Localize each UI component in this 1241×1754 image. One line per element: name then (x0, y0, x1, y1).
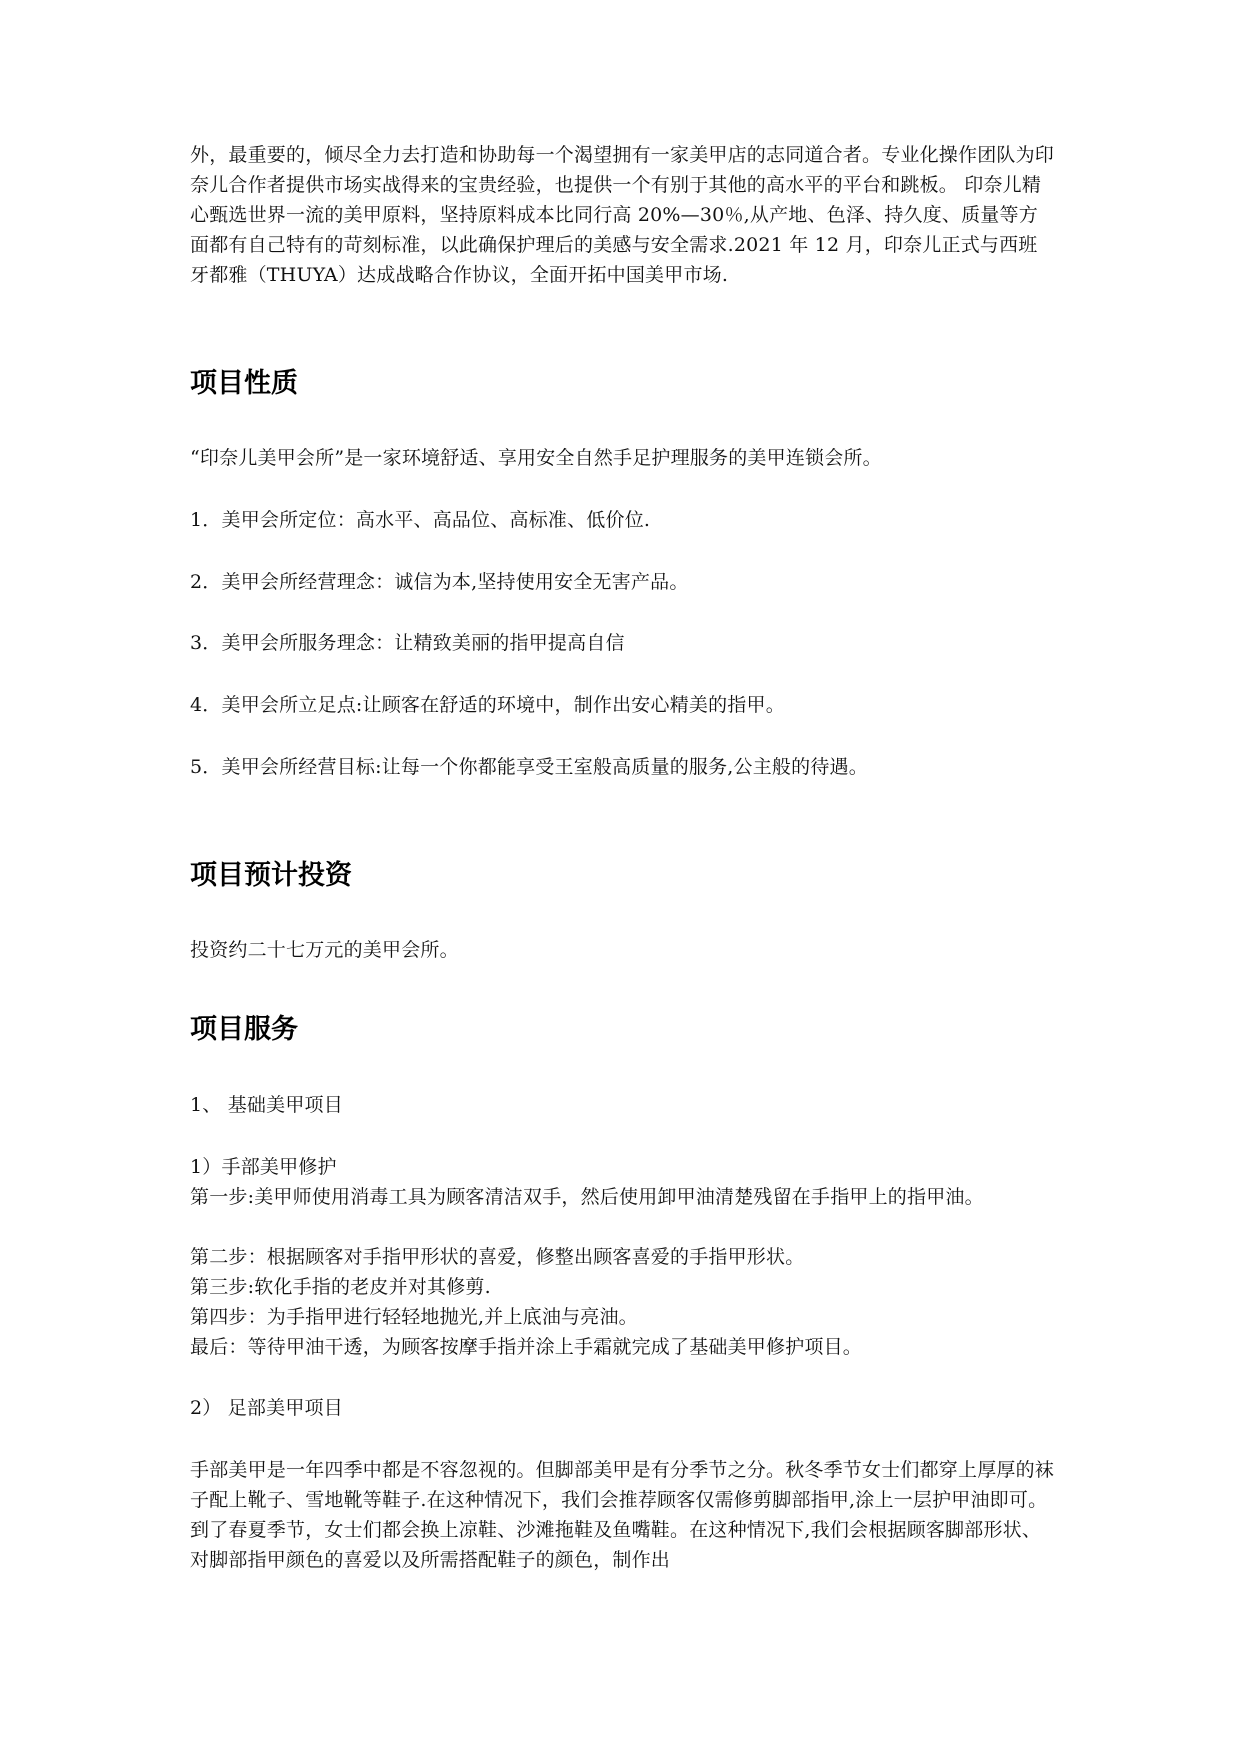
hand-care-title: 1）手部美甲修护 (190, 1156, 337, 1178)
heading-project-service: 项目服务 (190, 1014, 298, 1045)
hand-step-final: 最后：等待甲油干透，为顾客按摩手指并涂上手霜就完成了基础美甲修护项目。 (190, 1336, 863, 1358)
nature-item-4: 4．美甲会所立足点:让顾客在舒适的环境中，制作出安心精美的指甲。 (190, 694, 785, 716)
nature-intro: “印奈儿美甲会所”是一家环境舒适、享用安全自然手足护理服务的美甲连锁会所。 (190, 447, 882, 469)
nature-item-2: 2．美甲会所经营理念：诚信为本,坚持使用安全无害产品。 (190, 571, 689, 593)
service-subheading: 1、 基础美甲项目 (190, 1094, 343, 1116)
foot-care-title: 2） 足部美甲项目 (190, 1397, 343, 1419)
investment-text: 投资约二十七万元的美甲会所。 (190, 939, 459, 961)
hand-step-2: 第二步：根据顾客对手指甲形状的喜爱，修整出顾客喜爱的手指甲形状。 (190, 1246, 805, 1268)
hand-step-3: 第三步:软化手指的老皮并对其修剪. (190, 1276, 491, 1298)
nature-item-1: 1．美甲会所定位：高水平、高品位、高标准、低价位. (190, 509, 651, 531)
foot-care-paragraph: 手部美甲是一年四季中都是不容忽视的。但脚部美甲是有分季节之分。秋冬季节女士们都穿上厚厚的袜子配上靴子、雪地靴等鞋子.在这种情况下，我们会推荐顾客仅需修剪脚部指甲,涂上一层护甲油即可。到了春夏季节，女士们都会换上凉鞋、沙滩拖鞋及鱼嘴鞋。在这种情况下,我们会根据顾客脚部形状、对脚部指甲颜色的喜爱以及所需搭配鞋子的颜色，制作出 (190, 1459, 1055, 1571)
nature-item-3: 3．美甲会所服务理念：让精致美丽的指甲提高自信 (190, 632, 625, 654)
intro-paragraph: 外，最重要的，倾尽全力去打造和协助每一个渴望拥有一家美甲店的志同道合者。专业化操作团队为印奈儿合作者提供市场实战得来的宝贵经验，也提供一个有别于其他的高水平的平台和跳板。 印奈儿精心甄选世界一流的美甲原料，坚持原料成本比同行高 20%—30％,从产地、色泽、持久度、质量等方面都有自己特有的苛刻标准，以此确保护理后的美感与安全需求.2021 年 12 月，印奈儿正式与西班牙都雅（THUYA）达成战略合作协议，全面开拓中国美甲市场. (190, 144, 1055, 286)
hand-step-4: 第四步：为手指甲进行轻轻地抛光,并上底油与亮油。 (190, 1306, 638, 1328)
nature-item-5: 5．美甲会所经营目标:让每一个你都能享受王室般高质量的服务,公主般的待遇。 (190, 756, 868, 778)
hand-step-1: 第一步:美甲师使用消毒工具为顾客清洁双手，然后使用卸甲油清楚残留在手指甲上的指甲油。 (190, 1186, 984, 1208)
heading-project-nature: 项目性质 (190, 368, 298, 399)
heading-project-investment: 项目预计投资 (190, 860, 352, 891)
